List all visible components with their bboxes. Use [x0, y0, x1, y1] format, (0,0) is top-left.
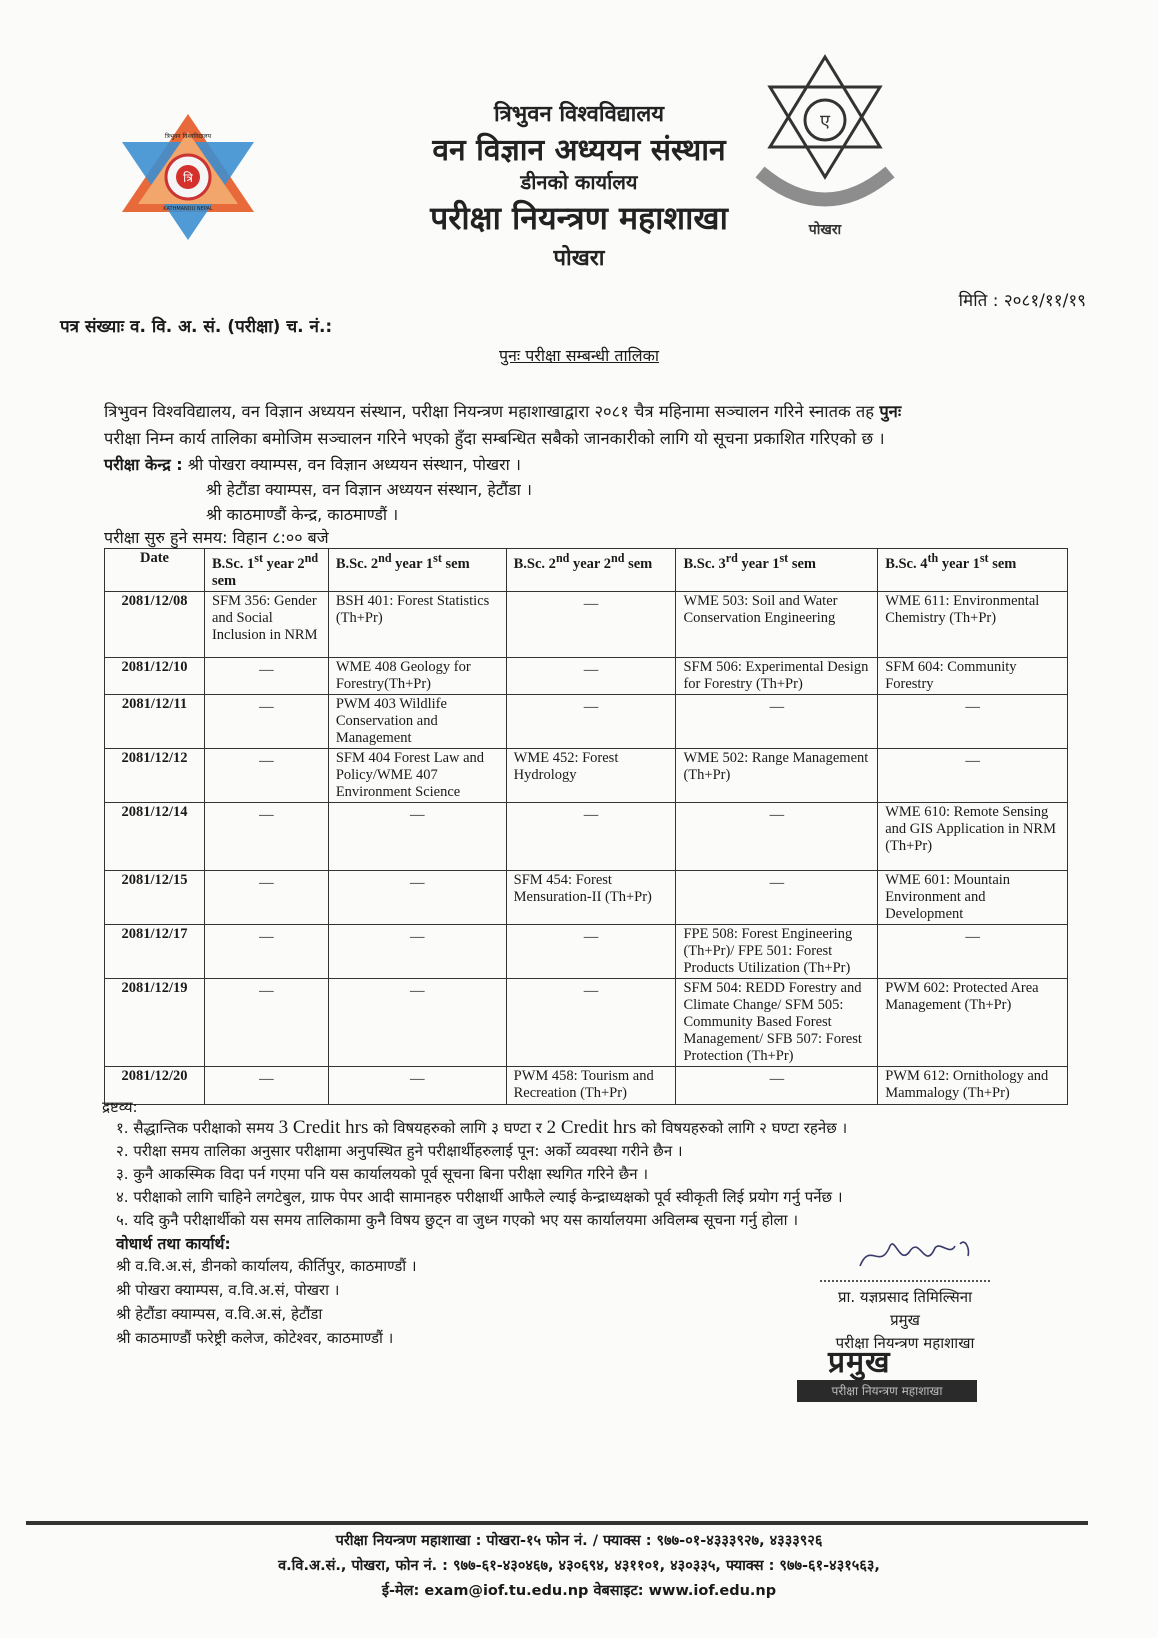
empty-cell: —	[328, 870, 506, 924]
header-text: st	[254, 551, 263, 565]
stamp-title: प्रमुख	[828, 1345, 891, 1380]
subject-cell: SFM 604: Community Forestry	[878, 657, 1068, 694]
notes-title: द्रष्टव्य:	[102, 1098, 138, 1116]
centre-item: श्री काठमाण्डौं केन्द्र, काठमाण्डौं ।	[206, 505, 399, 524]
subject-cell: PWM 602: Protected Area Management (Th+Pr)	[878, 978, 1068, 1066]
column-header-program	[506, 549, 676, 592]
intro-line1: त्रिभुवन विश्वविद्यालय, वन विज्ञान अध्ययन संस्थान, परीक्षा नियन्त्रण महाशाखाद्वारा २०८१ चैत्र महिनामा सञ्चालन गरिने स्नातक तह	[104, 402, 875, 421]
website-link[interactable]: www.iof.edu.np	[648, 1583, 777, 1599]
header-text: nd	[555, 551, 570, 565]
header-text: sem	[988, 555, 1017, 572]
subject-cell: SFM 504: REDD Forestry and Climate Change/ SFM 505: Community Based Forest Management/ SFB 507: Forest Protection (Th+Pr)	[676, 978, 878, 1066]
column-header-program	[878, 549, 1068, 592]
note-text: १. सैद्धान्तिक परीक्षाको समय	[116, 1119, 279, 1137]
intro-paragraph	[104, 398, 1064, 452]
header-text: B.Sc. 3	[683, 555, 726, 572]
header-text: nd	[378, 551, 392, 565]
column-header-program	[328, 549, 506, 592]
city-name: पोखरा	[553, 246, 605, 271]
empty-cell: —	[204, 1066, 328, 1104]
exam-date: 2081/12/19	[105, 978, 205, 1066]
email-label: ई-मेल:	[381, 1583, 420, 1599]
empty-cell: —	[878, 924, 1068, 978]
intro-line1-bold: पुनः	[879, 402, 902, 421]
exam-centres	[104, 452, 532, 527]
header-text: B.Sc. 1	[211, 555, 255, 572]
exam-start-time: परीक्षा सुरु हुने समय: विहान ८:०० बजे	[104, 528, 329, 547]
empty-cell: —	[204, 870, 328, 924]
logo-text-top: त्रिभुवन विश्वविद्यालय	[164, 133, 212, 140]
cc-item: श्री हेटौंडा क्याम्पस, व.वि.अ.सं, हेटौंडा	[116, 1305, 323, 1323]
subject-cell: WME 611: Environmental Chemistry (Th+Pr)	[878, 591, 1068, 657]
header-text: B.Sc. 2	[335, 555, 379, 572]
empty-cell: —	[506, 657, 676, 694]
svg-text:त्रि: त्रि	[183, 171, 193, 185]
header-text: sem	[624, 555, 653, 572]
signature-line	[820, 1262, 990, 1282]
footer-line3	[0, 1580, 1158, 1600]
header-text: sem	[788, 555, 816, 572]
exam-date: 2081/12/11	[105, 694, 205, 748]
division-name: परीक्षा नियन्त्रण महाशाखा	[430, 199, 728, 237]
header-text: sem	[441, 555, 470, 572]
note-item: २. परीक्षा समय तालिका अनुसार परीक्षामा अनुपस्थित हुने परीक्षार्थीहरुलाई पून: अर्को व्यवस्था गरीने छैन ।	[116, 1142, 683, 1160]
note-item	[116, 1116, 1076, 1140]
header-text: B.Sc. 4	[885, 555, 928, 572]
subject-cell: PWM 612: Ornithology and Mammalogy (Th+Pr)	[878, 1066, 1068, 1104]
note-credit-hrs: 3 Credit hrs	[278, 1117, 369, 1138]
table-row	[105, 1066, 1068, 1104]
note-item: ४. परीक्षाको लागि चाहिने लगटेबुल, ग्राफ पेपर आदी सामानहरु परीक्षार्थी आफैले ल्याई केन्द्राध्यक्षको पूर्व स्वीकृती लिई प्रयोग गर्नु पर्नेछ ।	[116, 1188, 843, 1206]
empty-cell: —	[676, 802, 878, 870]
empty-cell: —	[204, 802, 328, 870]
empty-cell: —	[506, 694, 676, 748]
column-header-program	[676, 549, 878, 592]
exam-date: 2081/12/15	[105, 870, 205, 924]
empty-cell: —	[506, 802, 676, 870]
header-text: year 2	[569, 555, 611, 572]
note-text: को विषयहरुको लागि ३ घण्टा र	[368, 1119, 547, 1137]
handwritten-signature-icon	[840, 1236, 980, 1276]
institute-name: वन विज्ञान अध्ययन संस्थान	[432, 133, 726, 168]
empty-cell: —	[676, 1066, 878, 1104]
subject-cell: SFM 454: Forest Mensuration-II (Th+Pr)	[506, 870, 676, 924]
subject-cell: SFM 404 Forest Law and Policy/WME 407 Environment Science	[328, 748, 506, 802]
letter-date: मिति : २०८१/११/१९	[958, 291, 1086, 311]
subject-cell: PWM 403 Wildlife Conservation and Management	[328, 694, 506, 748]
table-row	[105, 924, 1068, 978]
signatory-name: प्रा. यज्ञप्रसाद तिमिल्सिना	[837, 1288, 973, 1306]
exam-date: 2081/12/17	[105, 924, 205, 978]
cc-item: श्री काठमाण्डौं फरेष्ट्री कलेज, कोटेश्वर, काठमाण्डौं ।	[116, 1329, 394, 1347]
note-text: को विषयहरुको लागि २ घण्टा रहनेछ ।	[636, 1119, 848, 1137]
header-text: year 2	[262, 555, 305, 572]
empty-cell: —	[506, 591, 676, 657]
subject-text: पुनः परीक्षा सम्बन्धी तालिका	[498, 346, 660, 365]
header-text: sem	[211, 572, 237, 589]
empty-cell: —	[676, 694, 878, 748]
header-text: year 1	[391, 555, 434, 572]
empty-cell: —	[204, 657, 328, 694]
empty-cell: —	[204, 978, 328, 1066]
centres-label: परीक्षा केन्द्र :	[104, 455, 183, 474]
exam-schedule-table	[104, 548, 1068, 1105]
notes-list	[116, 1116, 1076, 1232]
exam-date: 2081/12/14	[105, 802, 205, 870]
signatory-office: परीक्षा नियन्त्रण महाशाखा	[835, 1334, 975, 1352]
empty-cell: —	[328, 802, 506, 870]
cc-item: श्री व.वि.अ.सं, डीनको कार्यालय, कीर्तिपुर, काठमाण्डौं ।	[116, 1257, 417, 1275]
header-text: st	[979, 551, 989, 565]
header-text: Date	[139, 550, 169, 566]
table-row	[105, 978, 1068, 1066]
table-row	[105, 657, 1068, 694]
note-credit-hrs: 2 Credit hrs	[546, 1117, 637, 1138]
note-item: ३. कुनै आकस्मिक विदा पर्न गएमा पनि यस कार्यालयको पूर्व सूचना बिना परीक्षा स्थगित गरिने छैन ।	[116, 1165, 649, 1183]
empty-cell: —	[204, 748, 328, 802]
header-text: nd	[304, 551, 319, 565]
note-item: ५. यदि कुनै परीक्षार्थीको यस समय तालिकामा कुनै विषय छुट्न वा जुध्न गएको भए यस कार्यालयमा अविलम्ब सूचना गर्नु होला ।	[116, 1211, 799, 1229]
stamp-office: परीक्षा नियन्त्रण महाशाखा	[797, 1380, 977, 1402]
header-text: th	[927, 551, 939, 565]
centre-item: श्री हेटौंडा क्याम्पस, वन विज्ञान अध्ययन संस्थान, हेटौंडा ।	[206, 480, 532, 499]
office-name: डीनको कार्यालय	[520, 170, 638, 194]
empty-cell: —	[328, 1066, 506, 1104]
subject-cell: FPE 508: Forest Engineering (Th+Pr)/ FPE 501: Forest Products Utilization (Th+Pr)	[676, 924, 878, 978]
empty-cell: —	[506, 924, 676, 978]
footer-line2: व.वि.अ.सं., पोखरा, फोन नं. : ९७७-६१-४३०४६७, ४३०६९४, ४३११०१, ४३०३३५, फ्याक्स : ९७७-६१-४३१५६३,	[278, 1558, 880, 1574]
subject-cell: SFM 356: Gender and Social Inclusion in NRM	[204, 591, 328, 657]
cc-item: श्री पोखरा क्याम्पस, व.वि.अ.सं, पोखरा ।	[116, 1281, 340, 1299]
exam-date: 2081/12/20	[105, 1066, 205, 1104]
cc-list	[116, 1254, 417, 1350]
empty-cell: —	[506, 978, 676, 1066]
header-text: rd	[725, 551, 738, 565]
exam-date: 2081/12/08	[105, 591, 205, 657]
footer-line1: परीक्षा नियन्त्रण महाशाखा : पोखरा-१५ फोन नं. / फ्याक्स : ९७७-०१-४३३३९२७, ४३३३९२६	[335, 1533, 823, 1549]
header-text: year 1	[938, 555, 980, 572]
subject-cell: BSH 401: Forest Statistics (Th+Pr)	[328, 591, 506, 657]
reference-number: पत्र संख्याः व. वि. अ. सं. (परीक्षा) च. नं.:	[60, 317, 333, 337]
table-row	[105, 802, 1068, 870]
subject-cell: WME 503: Soil and Water Conservation Engineering	[676, 591, 878, 657]
exam-date: 2081/12/10	[105, 657, 205, 694]
header-text: B.Sc. 2	[513, 555, 556, 572]
subject-cell: PWM 458: Tourism and Recreation (Th+Pr)	[506, 1066, 676, 1104]
subject-cell: WME 408 Geology for Forestry(Th+Pr)	[328, 657, 506, 694]
table-row	[105, 694, 1068, 748]
subject-cell: WME 610: Remote Sensing and GIS Application in NRM (Th+Pr)	[878, 802, 1068, 870]
logo-text-bottom: KATHMANDU NEPAL	[163, 206, 213, 212]
header-text: year 1	[737, 555, 780, 572]
cc-title: वोधार्थ तथा कार्यार्थ:	[116, 1235, 231, 1253]
table-row	[105, 591, 1068, 657]
footer-divider	[26, 1521, 1088, 1525]
signatory-title: प्रमुख	[890, 1311, 920, 1329]
university-name: त्रिभुवन विश्वविद्यालय	[493, 102, 665, 127]
column-header-date	[105, 549, 205, 592]
empty-cell: —	[878, 748, 1068, 802]
subject-cell: SFM 506: Experimental Design for Forestry (Th+Pr)	[676, 657, 878, 694]
column-header-program	[204, 549, 328, 592]
intro-line2: परीक्षा निम्न कार्य तालिका बमोजिम सञ्चालन गरिने भएको हुँदा सम्बन्धित सबैको जानकारीको लागि यो सूचना प्रकाशित गरिएको छ ।	[104, 429, 885, 448]
empty-cell: —	[328, 924, 506, 978]
header-text: st	[433, 551, 442, 565]
empty-cell: —	[878, 694, 1068, 748]
exam-date: 2081/12/12	[105, 748, 205, 802]
header-text: st	[779, 551, 789, 565]
svg-text:पोखरा: पोखरा	[808, 222, 842, 238]
centre-item: श्री पोखरा क्याम्पस, वन विज्ञान अध्ययन संस्थान, पोखरा ।	[187, 455, 521, 474]
website-label: वेबसाइट:	[593, 1583, 644, 1599]
empty-cell: —	[328, 978, 506, 1066]
svg-text:ए: ए	[820, 111, 830, 132]
table-row	[105, 870, 1068, 924]
header-text: nd	[611, 551, 625, 565]
table-header-row	[105, 549, 1068, 592]
subject-line	[0, 344, 1158, 366]
table-row	[105, 748, 1068, 802]
empty-cell: —	[676, 870, 878, 924]
subject-cell: WME 452: Forest Hydrology	[506, 748, 676, 802]
email-link[interactable]: exam@iof.tu.edu.np	[424, 1583, 589, 1599]
empty-cell: —	[204, 924, 328, 978]
subject-cell: WME 601: Mountain Environment and Development	[878, 870, 1068, 924]
subject-cell: WME 502: Range Management (Th+Pr)	[676, 748, 878, 802]
empty-cell: —	[204, 694, 328, 748]
